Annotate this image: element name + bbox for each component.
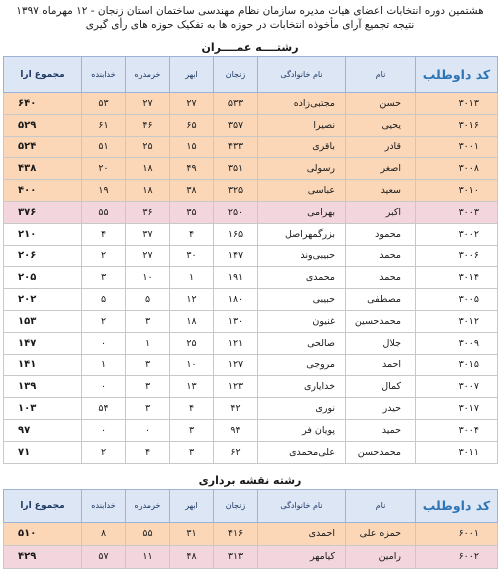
col-header-khodabandeh: خدابنده xyxy=(82,489,126,522)
cell-code: ۳۰۰۵ xyxy=(416,289,498,311)
cell-abhar: ۱۰ xyxy=(170,354,214,376)
cell-zanjan: ۱۳۰ xyxy=(214,310,258,332)
cell-code: ۳۰۰۴ xyxy=(416,419,498,441)
cell-code: ۳۰۱۱ xyxy=(416,441,498,463)
cell-khodabandeh: ۰ xyxy=(82,376,126,398)
cell-last-name: نوری xyxy=(258,398,346,420)
table-row xyxy=(4,545,498,568)
cell-khorramdareh: ۵ xyxy=(126,289,170,311)
cell-code: ۳۰۱۴ xyxy=(416,267,498,289)
cell-code: ۳۰۱۲ xyxy=(416,310,498,332)
col-header-khorramdareh: خرمدره xyxy=(126,489,170,522)
cell-zanjan: ۱۲۷ xyxy=(214,354,258,376)
cell-last-name: مجتبی‌زاده xyxy=(258,93,346,115)
cell-total: ۷۱ xyxy=(4,441,82,463)
cell-total: ۹۷ xyxy=(4,419,82,441)
cell-khodabandeh: ۲۰ xyxy=(82,158,126,180)
cell-khodabandeh: ۱۹ xyxy=(82,180,126,202)
cell-total: ۴۰۰ xyxy=(4,180,82,202)
cell-abhar: ۴۹ xyxy=(170,158,214,180)
cell-last-name: بزرگمهراصل xyxy=(258,223,346,245)
cell-khorramdareh: ۱۸ xyxy=(126,180,170,202)
section-title-surveying: رشته نقشه برداری xyxy=(198,473,302,487)
cell-first-name: محمدحسین xyxy=(346,310,416,332)
cell-khodabandeh: ۴ xyxy=(82,223,126,245)
col-header-khorramdareh: خرمدره xyxy=(126,57,170,93)
cell-first-name: احمد xyxy=(346,354,416,376)
table-row xyxy=(4,223,498,245)
cell-abhar: ۴ xyxy=(170,398,214,420)
cell-zanjan: ۳۱۳ xyxy=(214,545,258,568)
cell-last-name: محمدی xyxy=(258,267,346,289)
cell-zanjan: ۱۹۱ xyxy=(214,267,258,289)
cell-code: ۳۰۰۹ xyxy=(416,332,498,354)
cell-khorramdareh: ۱۰ xyxy=(126,267,170,289)
col-header-abhar: ابهر xyxy=(170,57,214,93)
cell-zanjan: ۱۲۳ xyxy=(214,376,258,398)
cell-total: ۲۰۶ xyxy=(4,245,82,267)
cell-total: ۲۰۵ xyxy=(4,267,82,289)
cell-khodabandeh: ۶۱ xyxy=(82,114,126,136)
cell-khodabandeh: ۰ xyxy=(82,332,126,354)
cell-zanjan: ۱۶۵ xyxy=(214,223,258,245)
cell-last-name: علی‌محمدی xyxy=(258,441,346,463)
cell-khodabandeh: ۵۷ xyxy=(82,545,126,568)
table-row xyxy=(4,354,498,376)
table-row xyxy=(4,310,498,332)
col-header-code: کد داوطلب xyxy=(416,57,498,93)
cell-khodabandeh: ۵ xyxy=(82,289,126,311)
cell-code: ۳۰۰۷ xyxy=(416,376,498,398)
cell-first-name: محمدحسن xyxy=(346,441,416,463)
cell-khorramdareh: ۰ xyxy=(126,419,170,441)
cell-abhar: ۶۵ xyxy=(170,114,214,136)
cell-total: ۶۴۰ xyxy=(4,93,82,115)
cell-first-name: حیدر xyxy=(346,398,416,420)
cell-last-name: رسولی xyxy=(258,158,346,180)
cell-abhar: ۴۸ xyxy=(170,545,214,568)
cell-abhar: ۳ xyxy=(170,441,214,463)
results-table-civil xyxy=(3,56,498,464)
cell-zanjan: ۲۵۰ xyxy=(214,201,258,223)
cell-first-name: حمزه علی xyxy=(346,522,416,545)
table-row xyxy=(4,201,498,223)
table-row xyxy=(4,441,498,463)
cell-abhar: ۳۱ xyxy=(170,522,214,545)
cell-first-name: مصطفی xyxy=(346,289,416,311)
cell-khorramdareh: ۳۶ xyxy=(126,201,170,223)
cell-total: ۱۵۳ xyxy=(4,310,82,332)
cell-khorramdareh: ۲۷ xyxy=(126,93,170,115)
table-row xyxy=(4,114,498,136)
cell-first-name: اکبر xyxy=(346,201,416,223)
cell-khorramdareh: ۲۵ xyxy=(126,136,170,158)
table-row xyxy=(4,245,498,267)
cell-abhar: ۳۰ xyxy=(170,245,214,267)
cell-khorramdareh: ۱۱ xyxy=(126,545,170,568)
cell-first-name: محمود xyxy=(346,223,416,245)
document-subtitle: نتیجه تجمیع آرای مأخوذه انتخابات در حوزه ها به تفکیک حوزه های رأی گیری xyxy=(85,19,415,31)
col-header-code: کد داوطلب xyxy=(416,489,498,522)
cell-abhar: ۲۵ xyxy=(170,332,214,354)
cell-total: ۴۳۸ xyxy=(4,158,82,180)
cell-abhar: ۱۸ xyxy=(170,310,214,332)
cell-zanjan: ۹۴ xyxy=(214,419,258,441)
cell-last-name: کیامهر xyxy=(258,545,346,568)
cell-zanjan: ۱۲۱ xyxy=(214,332,258,354)
table-row xyxy=(4,522,498,545)
cell-khodabandeh: ۵۴ xyxy=(82,398,126,420)
cell-khorramdareh: ۳۷ xyxy=(126,223,170,245)
cell-zanjan: ۶۲ xyxy=(214,441,258,463)
cell-khorramdareh: ۳ xyxy=(126,376,170,398)
cell-last-name: حبیبی‌وند xyxy=(258,245,346,267)
cell-last-name: باقری xyxy=(258,136,346,158)
cell-abhar: ۱۵ xyxy=(170,136,214,158)
cell-first-name: رامین xyxy=(346,545,416,568)
cell-abhar: ۱۲ xyxy=(170,289,214,311)
results-table-surveying xyxy=(3,489,498,569)
cell-zanjan: ۴۱۶ xyxy=(214,522,258,545)
cell-first-name: قادر xyxy=(346,136,416,158)
cell-first-name: سعید xyxy=(346,180,416,202)
cell-last-name: مروجی xyxy=(258,354,346,376)
cell-total: ۵۲۴ xyxy=(4,136,82,158)
col-header-total: مجموع ارا xyxy=(4,57,82,93)
cell-khodabandeh: ۵۱ xyxy=(82,136,126,158)
cell-khodabandeh: ۱ xyxy=(82,354,126,376)
table-header-row xyxy=(4,489,498,522)
cell-abhar: ۱ xyxy=(170,267,214,289)
cell-total: ۲۰۲ xyxy=(4,289,82,311)
cell-khorramdareh: ۵۵ xyxy=(126,522,170,545)
cell-last-name: بهرامی xyxy=(258,201,346,223)
cell-total: ۱۴۷ xyxy=(4,332,82,354)
cell-last-name: عباسی xyxy=(258,180,346,202)
cell-code: ۳۰۰۶ xyxy=(416,245,498,267)
cell-khorramdareh: ۱ xyxy=(126,332,170,354)
col-header-last-name: نام خانوادگی xyxy=(258,57,346,93)
cell-last-name: احمدی xyxy=(258,522,346,545)
cell-last-name: نصیرا xyxy=(258,114,346,136)
col-header-khodabandeh: خدابنده xyxy=(82,57,126,93)
cell-zanjan: ۱۸۰ xyxy=(214,289,258,311)
cell-last-name: غنیون xyxy=(258,310,346,332)
table-header-row xyxy=(4,57,498,93)
cell-khodabandeh: ۵۵ xyxy=(82,201,126,223)
col-header-first-name: نام xyxy=(346,57,416,93)
cell-first-name: محمد xyxy=(346,245,416,267)
cell-code: ۳۰۰۱ xyxy=(416,136,498,158)
table-row xyxy=(4,376,498,398)
cell-code: ۳۰۰۲ xyxy=(416,223,498,245)
document-title: هشتمین دوره انتخابات اعضای هیات مدیره سازمان نظام مهندسی ساختمان استان زنجان - ۱۲ مهرماه ۱۳۹۷ xyxy=(16,5,484,17)
cell-khodabandeh: ۲ xyxy=(82,245,126,267)
cell-code: ۶۰۰۲ xyxy=(416,545,498,568)
cell-first-name: اصغر xyxy=(346,158,416,180)
table-row xyxy=(4,136,498,158)
cell-khodabandeh: ۰ xyxy=(82,419,126,441)
cell-code: ۳۰۰۸ xyxy=(416,158,498,180)
cell-last-name: خدایاری xyxy=(258,376,346,398)
col-header-zanjan: زنجان xyxy=(214,57,258,93)
cell-khorramdareh: ۲۷ xyxy=(126,245,170,267)
cell-zanjan: ۳۵۱ xyxy=(214,158,258,180)
cell-khodabandeh: ۳ xyxy=(82,267,126,289)
cell-abhar: ۲۷ xyxy=(170,93,214,115)
cell-first-name: یحیی xyxy=(346,114,416,136)
cell-first-name: کمال xyxy=(346,376,416,398)
cell-last-name: صالحی xyxy=(258,332,346,354)
col-header-last-name: نام خانوادگی xyxy=(258,489,346,522)
table-row xyxy=(4,180,498,202)
cell-zanjan: ۳۵۷ xyxy=(214,114,258,136)
cell-khodabandeh: ۲ xyxy=(82,441,126,463)
col-header-abhar: ابهر xyxy=(170,489,214,522)
cell-first-name: محمد xyxy=(346,267,416,289)
cell-first-name: جلال xyxy=(346,332,416,354)
cell-khorramdareh: ۴ xyxy=(126,441,170,463)
cell-khorramdareh: ۱۸ xyxy=(126,158,170,180)
col-header-total: مجموع ارا xyxy=(4,489,82,522)
table-row xyxy=(4,332,498,354)
table-row xyxy=(4,289,498,311)
cell-khorramdareh: ۳ xyxy=(126,354,170,376)
table-row xyxy=(4,419,498,441)
cell-total: ۴۲۹ xyxy=(4,545,82,568)
table-row xyxy=(4,398,498,420)
cell-first-name: حسن xyxy=(346,93,416,115)
cell-last-name: حبیبی xyxy=(258,289,346,311)
cell-abhar: ۳۵ xyxy=(170,201,214,223)
col-header-zanjan: زنجان xyxy=(214,489,258,522)
cell-zanjan: ۴۳۳ xyxy=(214,136,258,158)
cell-code: ۳۰۱۰ xyxy=(416,180,498,202)
cell-khodabandeh: ۸ xyxy=(82,522,126,545)
cell-abhar: ۳ xyxy=(170,419,214,441)
cell-first-name: حمید xyxy=(346,419,416,441)
cell-zanjan: ۵۳۳ xyxy=(214,93,258,115)
cell-code: ۳۰۱۶ xyxy=(416,114,498,136)
cell-khodabandeh: ۵۳ xyxy=(82,93,126,115)
cell-khorramdareh: ۴۶ xyxy=(126,114,170,136)
cell-total: ۱۳۹ xyxy=(4,376,82,398)
cell-abhar: ۴ xyxy=(170,223,214,245)
cell-abhar: ۳۸ xyxy=(170,180,214,202)
col-header-first-name: نام xyxy=(346,489,416,522)
cell-code: ۳۰۱۵ xyxy=(416,354,498,376)
cell-total: ۵۲۹ xyxy=(4,114,82,136)
cell-code: ۳۰۰۳ xyxy=(416,201,498,223)
cell-total: ۱۰۳ xyxy=(4,398,82,420)
cell-zanjan: ۱۴۷ xyxy=(214,245,258,267)
cell-last-name: پویان فر xyxy=(258,419,346,441)
cell-code: ۳۰۱۷ xyxy=(416,398,498,420)
cell-code: ۶۰۰۱ xyxy=(416,522,498,545)
cell-abhar: ۱۳ xyxy=(170,376,214,398)
cell-khorramdareh: ۳ xyxy=(126,310,170,332)
cell-khorramdareh: ۳ xyxy=(126,398,170,420)
cell-total: ۲۱۰ xyxy=(4,223,82,245)
table-row xyxy=(4,93,498,115)
cell-code: ۳۰۱۳ xyxy=(416,93,498,115)
cell-total: ۳۷۶ xyxy=(4,201,82,223)
cell-khodabandeh: ۲ xyxy=(82,310,126,332)
cell-zanjan: ۴۲ xyxy=(214,398,258,420)
section-title-civil: رشتــــه عمــــران xyxy=(201,41,299,54)
cell-total: ۵۱۰ xyxy=(4,522,82,545)
table-row xyxy=(4,158,498,180)
table-row xyxy=(4,267,498,289)
cell-total: ۱۴۱ xyxy=(4,354,82,376)
cell-zanjan: ۳۲۵ xyxy=(214,180,258,202)
